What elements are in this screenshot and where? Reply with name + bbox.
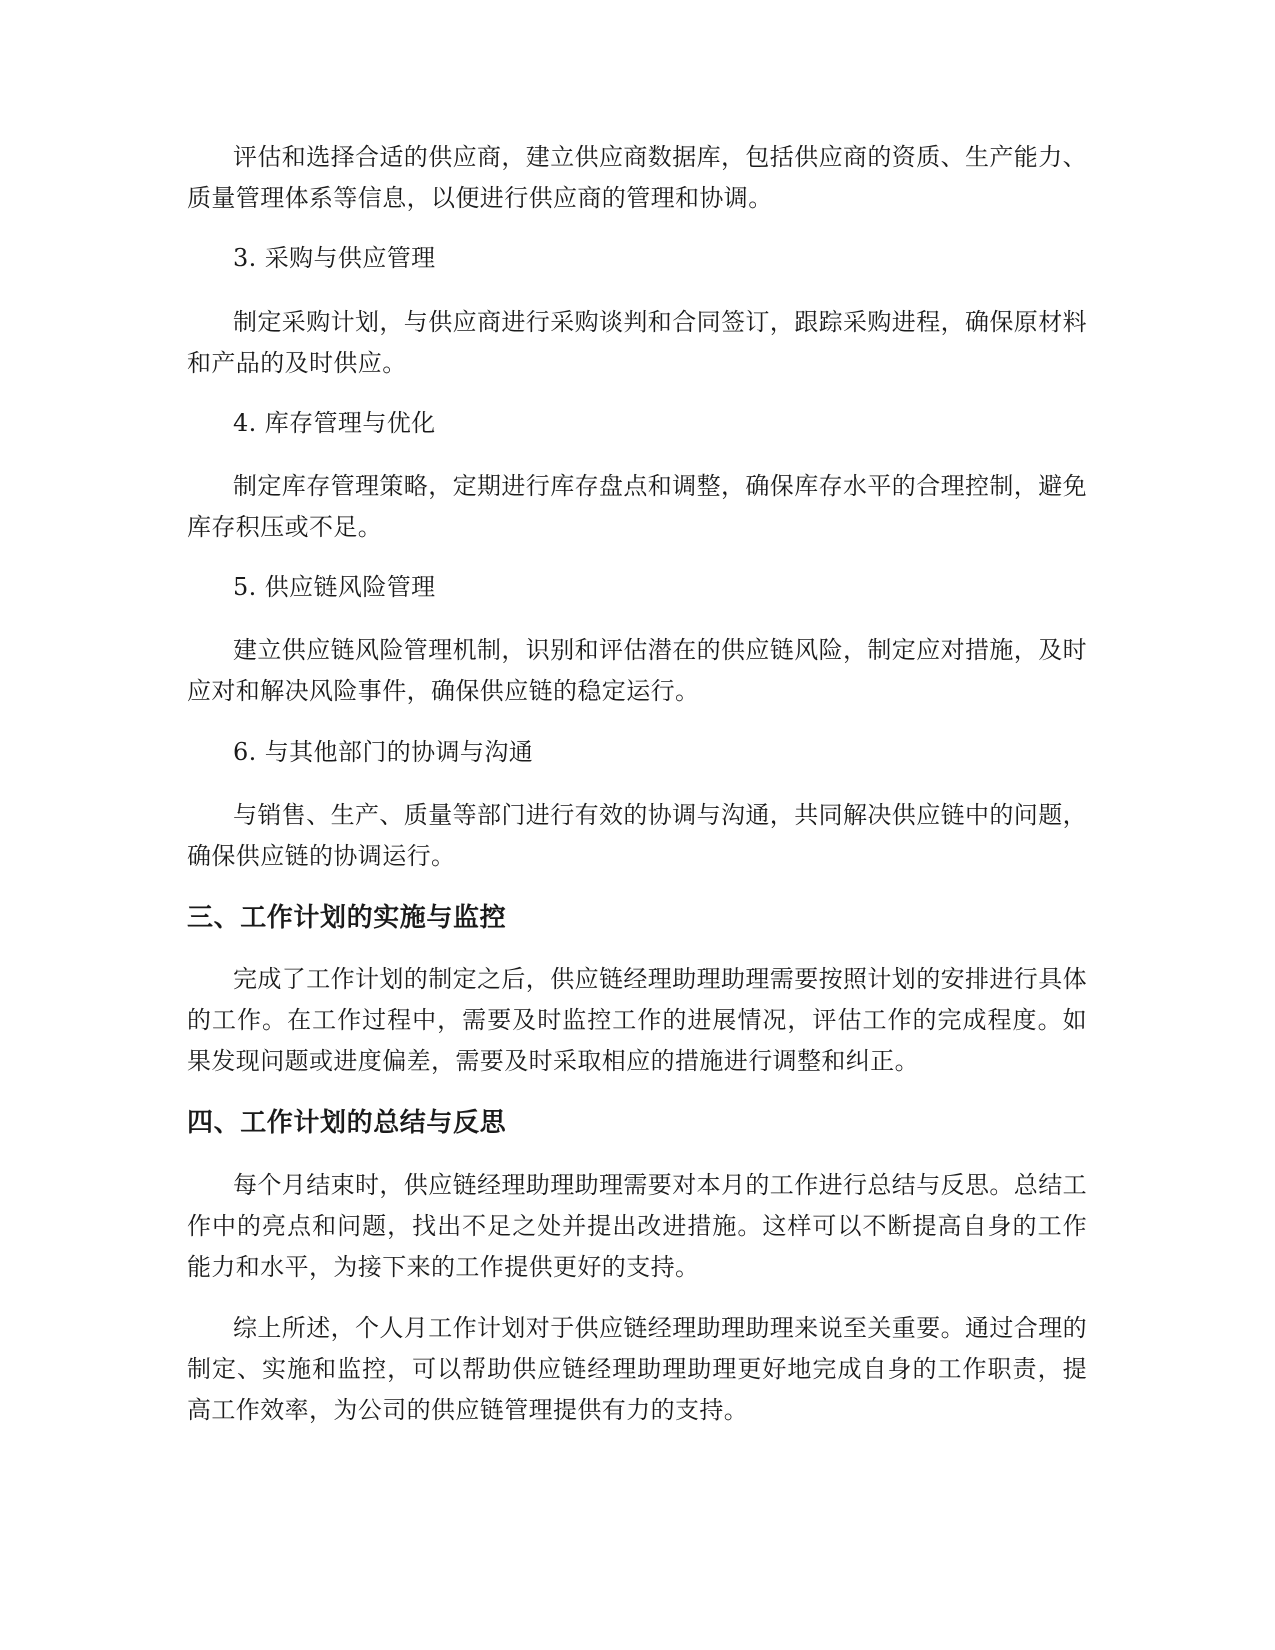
list-item-5-risk: 5. 供应链风险管理 [233,573,436,601]
paragraph-procurement: 制定采购计划，与供应商进行采购谈判和合同签订，跟踪采购进程，确保原材料和产品的及时供应。 [187,308,1087,377]
paragraph-supplier-evaluation: 评估和选择合适的供应商，建立供应商数据库，包括供应商的资质、生产能力、质量管理体系等信息，以便进行供应商的管理和协调。 [187,143,1087,212]
list-item-3-procurement: 3. 采购与供应管理 [233,244,436,272]
section-heading-implementation: 三、工作计划的实施与监控 [187,903,507,933]
paragraph-inventory: 制定库存管理策略，定期进行库存盘点和调整，确保库存水平的合理控制，避免库存积压或不足。 [187,472,1087,541]
paragraph-summary: 每个月结束时，供应链经理助理助理需要对本月的工作进行总结与反思。总结工作中的亮点和问题，找出不足之处并提出改进措施。这样可以不断提高自身的工作能力和水平，为接下来的工作提供更好的支持。 [187,1171,1087,1281]
paragraph-conclusion: 综上所述，个人月工作计划对于供应链经理助理助理来说至关重要。通过合理的制定、实施和监控，可以帮助供应链经理助理助理更好地完成自身的工作职责，提高工作效率，为公司的供应链管理提供有力的支持。 [187,1314,1087,1424]
paragraph-implementation: 完成了工作计划的制定之后，供应链经理助理助理需要按照计划的安排进行具体的工作。在工作过程中，需要及时监控工作的进展情况，评估工作的完成程度。如果发现问题或进度偏差，需要及时采取相应的措施进行调整和纠正。 [187,965,1087,1075]
section-heading-summary: 四、工作计划的总结与反思 [187,1108,507,1138]
paragraph-risk: 建立供应链风险管理机制，识别和评估潜在的供应链风险，制定应对措施，及时应对和解决风险事件，确保供应链的稳定运行。 [187,636,1087,705]
list-item-4-inventory: 4. 库存管理与优化 [233,409,436,437]
list-item-6-coordination: 6. 与其他部门的协调与沟通 [233,738,534,766]
paragraph-coordination: 与销售、生产、质量等部门进行有效的协调与沟通，共同解决供应链中的问题，确保供应链的协调运行。 [187,801,1087,870]
